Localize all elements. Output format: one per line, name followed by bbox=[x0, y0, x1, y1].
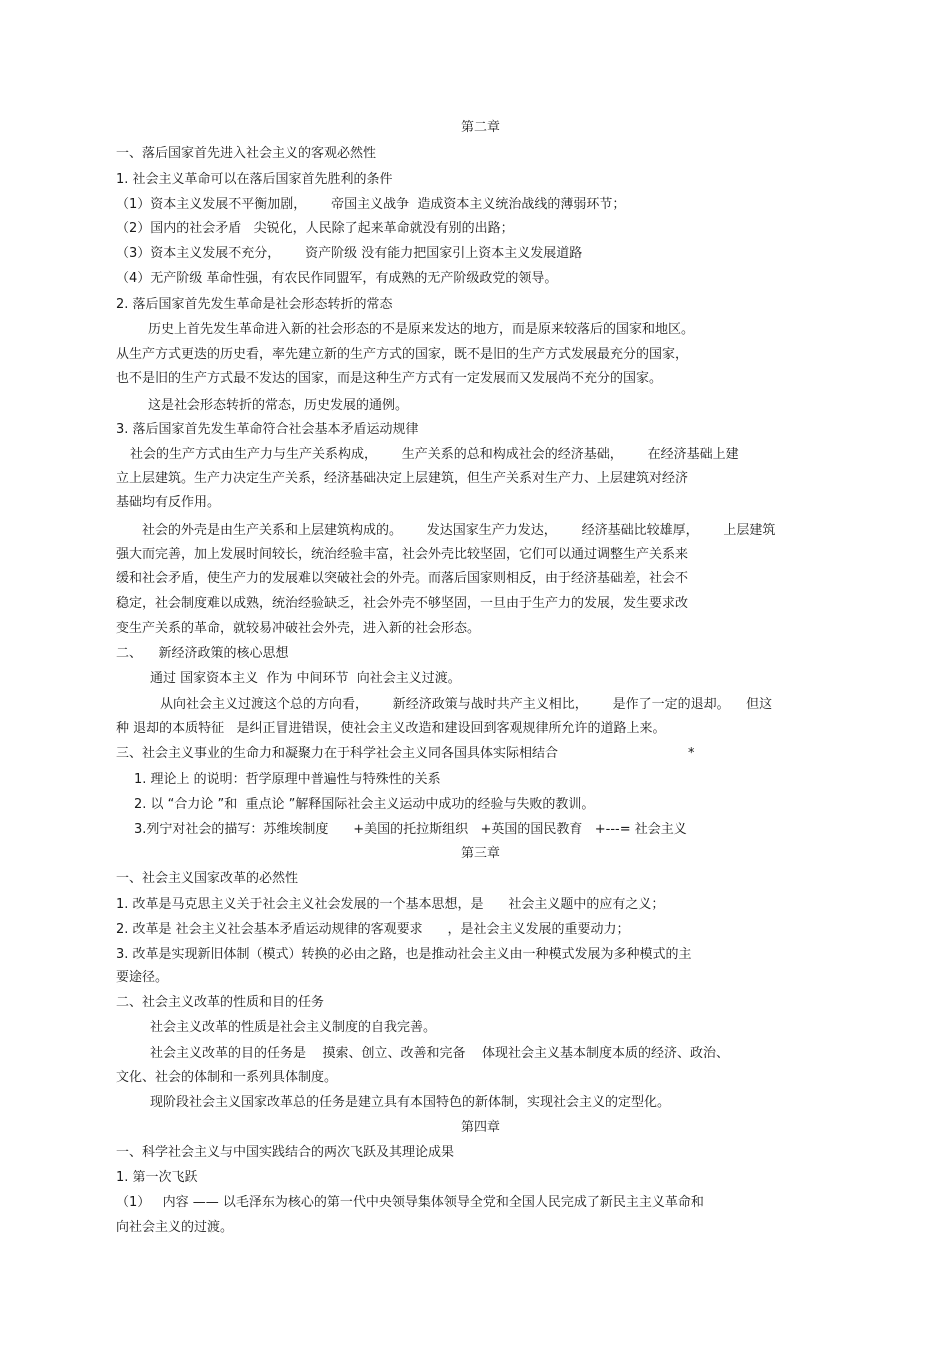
paragraph-line: 向社会主义的过渡。 bbox=[116, 1220, 234, 1235]
paragraph-line: 变生产关系的革命，就较易冲破社会外壳，进入新的社会形态。 bbox=[116, 621, 481, 636]
paragraph-line: 也不是旧的生产方式最不发达的国家，而是这种生产方式有一定发展而又发展尚不充分的国家。 bbox=[116, 371, 663, 386]
asterisk-mark: * bbox=[688, 746, 695, 761]
chapter-2-title: 第二章 bbox=[461, 120, 501, 135]
chapter-3-title: 第三章 bbox=[461, 846, 501, 861]
paragraph-line: 社会的外壳是由生产关系和上层建筑构成的。 发达国家生产力发达， 经济基础比较雄厚， 上层建筑 bbox=[142, 523, 776, 538]
paragraph-line: 从生产方式更迭的历史看，率先建立新的生产方式的国家，既不是旧的生产方式发展最充分的国家， bbox=[116, 347, 689, 362]
paragraph-line: 这是社会形态转折的常态，历史发展的通例。 bbox=[148, 398, 409, 413]
section-heading: 一、科学社会主义与中国实践结合的两次飞跃及其理论成果 bbox=[116, 1145, 455, 1160]
paragraph-line: 强大而完善，加上发展时间较长，统治经验丰富，社会外壳比较坚固，它们可以通过调整生产关系来 bbox=[116, 547, 689, 562]
paragraph-line: 社会的生产方式由生产力与生产关系构成， 生产关系的总和构成社会的经济基础， 在经济基础上建 bbox=[130, 447, 739, 462]
list-item: 2. 改革是 社会主义社会基本矛盾运动规律的客观要求 ，是社会主义发展的重要动力； bbox=[116, 922, 630, 937]
subsection-heading: 1. 社会主义革命可以在落后国家首先胜利的条件 bbox=[116, 172, 393, 187]
paragraph-line: 文化、社会的体制和一系列具体制度。 bbox=[116, 1070, 338, 1085]
list-item: （3）资本主义发展不充分， 资产阶级 没有能力把国家引上资本主义发展道路 bbox=[116, 246, 583, 261]
paragraph-line: 基础均有反作用。 bbox=[116, 495, 221, 510]
paragraph-line: 缓和社会矛盾，使生产力的发展难以突破社会的外壳。而落后国家则相反，由于经济基础差，社会不 bbox=[116, 571, 689, 586]
subsection-heading: 1. 第一次飞跃 bbox=[116, 1170, 198, 1185]
paragraph-line: 立上层建筑。生产力决定生产关系，经济基础决定上层建筑，但生产关系对生产力、上层建筑对经济 bbox=[116, 471, 689, 486]
list-item: 1. 改革是马克思主义关于社会主义社会发展的一个基本思想，是 社会主义题中的应有之义； bbox=[116, 897, 665, 912]
section-heading: 三、社会主义事业的生命力和凝聚力在于科学社会主义同各国具体实际相结合 bbox=[116, 746, 559, 761]
paragraph-line: 从向社会主义过渡这个总的方向看， 新经济政策与战时共产主义相比， 是作了一定的退却。 但这 bbox=[160, 697, 773, 712]
paragraph-line: 社会主义改革的目的任务是 摸索、创立、改善和完备 体现社会主义基本制度本质的经济、政治、 bbox=[150, 1046, 730, 1061]
list-item: （2）国内的社会矛盾 尖锐化，人民除了起来革命就没有别的出路； bbox=[116, 221, 514, 236]
list-item: 2. 以 “合力论 ”和 重点论 ”解释国际社会主义运动中成功的经验与失败的教训。 bbox=[134, 797, 595, 812]
paragraph-line: 通过 国家资本主义 作为 中间环节 向社会主义过渡。 bbox=[150, 671, 461, 686]
paragraph-line: 种 退却的本质特征 是纠正冒进错误，使社会主义改造和建设回到客观规律所允许的道路上来。 bbox=[116, 721, 666, 736]
list-item: 3.列宁对社会的描写：苏维埃制度 +美国的托拉斯组织 +英国的国民教育 +---= 社会主义 bbox=[134, 822, 687, 837]
subsection-heading: 2. 落后国家首先发生革命是社会形态转折的常态 bbox=[116, 297, 393, 312]
paragraph-line: 要途径。 bbox=[116, 970, 169, 985]
section-heading: 二、社会主义改革的性质和目的任务 bbox=[116, 995, 325, 1010]
paragraph-line: 稳定，社会制度难以成熟，统治经验缺乏，社会外壳不够坚固，一旦由于生产力的发展，发生要求改 bbox=[116, 596, 689, 611]
list-item: 1. 理论上 的说明：哲学原理中普遍性与特殊性的关系 bbox=[134, 772, 441, 787]
paragraph-line: 历史上首先发生革命进入新的社会形态的不是原来发达的地方，而是原来较落后的国家和地区。 bbox=[148, 322, 695, 337]
list-item: （1） 内容 —— 以毛泽东为核心的第一代中央领导集体领导全党和全国人民完成了新民主主义革命和 bbox=[116, 1195, 704, 1210]
paragraph-line: 现阶段社会主义国家改革总的任务是建立具有本国特色的新体制，实现社会主义的定型化。 bbox=[150, 1095, 671, 1110]
section-heading: 二、 新经济政策的核心思想 bbox=[116, 646, 289, 661]
section-heading: 一、社会主义国家改革的必然性 bbox=[116, 871, 299, 886]
section-heading: 一、落后国家首先进入社会主义的客观必然性 bbox=[116, 146, 377, 161]
list-item: （1）资本主义发展不平衡加剧， 帝国主义战争 造成资本主义统治战线的薄弱环节； bbox=[116, 197, 626, 212]
paragraph-line: 社会主义改革的性质是社会主义制度的自我完善。 bbox=[150, 1020, 437, 1035]
subsection-heading: 3. 落后国家首先发生革命符合社会基本矛盾运动规律 bbox=[116, 422, 419, 437]
chapter-4-title: 第四章 bbox=[461, 1120, 501, 1135]
list-item: （4）无产阶级 革命性强，有农民作同盟军，有成熟的无产阶级政党的领导。 bbox=[116, 271, 558, 286]
list-item: 3. 改革是实现新旧体制（模式）转换的必由之路，也是推动社会主义由一种模式发展为多种模式的主 bbox=[116, 947, 692, 962]
